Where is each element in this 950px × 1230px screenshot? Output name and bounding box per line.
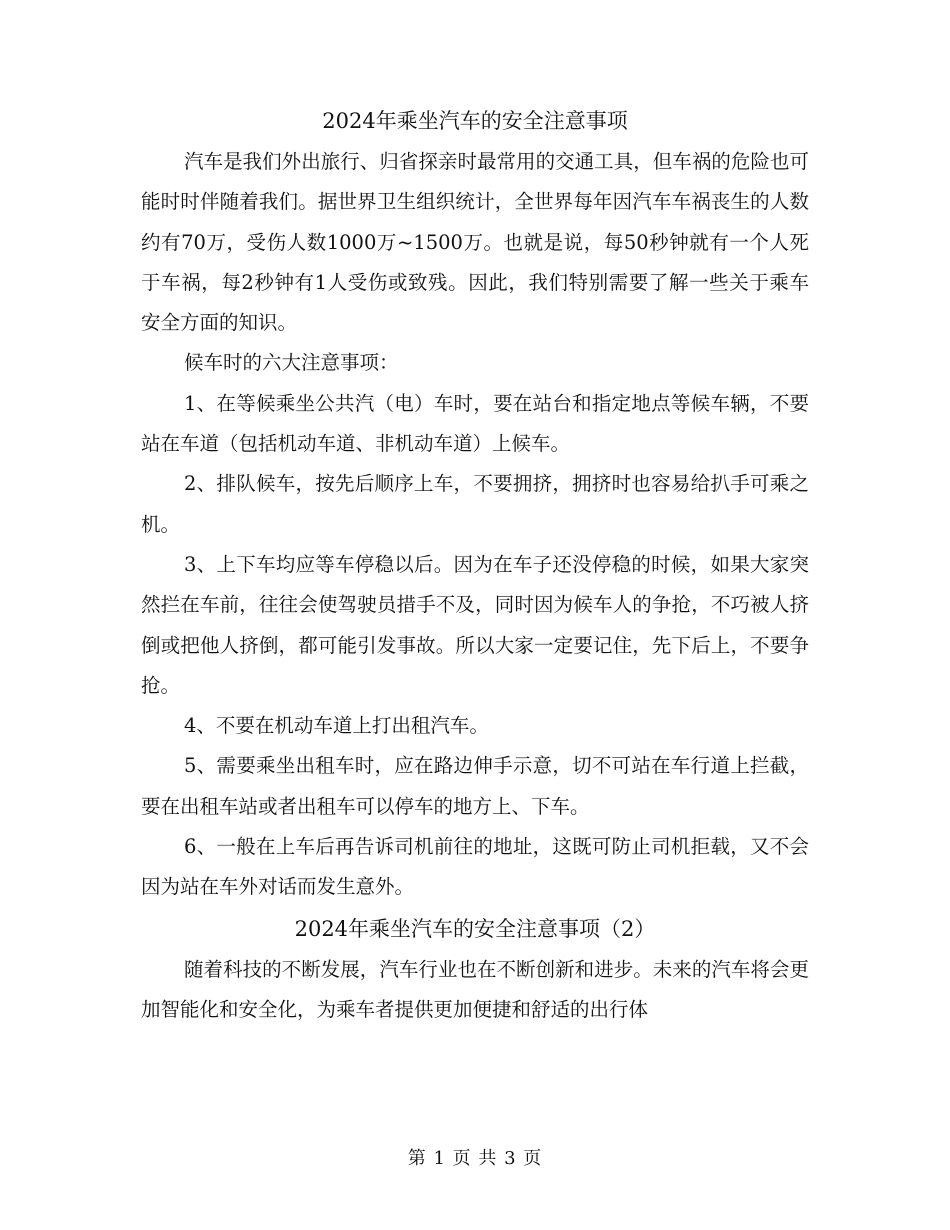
tip-2: 2、排队候车，按先后顺序上车，不要拥挤，拥挤时也容易给扒手可乘之机。	[141, 472, 809, 536]
tip-3: 3、上下车均应等车停稳以后。因为在车子还没停稳的时候，如果大家突然拦在车前，往往会使驾驶员措手不及，同时因为候车人的争抢，不巧被人挤倒或把他人挤倒，都可能引发事故。所以大家一定要记住，先下后上，不要争抢。	[141, 552, 809, 697]
page-footer: 第 1 页 共 3 页	[407, 1148, 543, 1169]
waiting-heading: 候车时的六大注意事项：	[184, 351, 399, 375]
section-2-title: 2024年乘坐汽车的安全注意事项（2）	[294, 916, 656, 941]
tip-1: 1、在等候乘坐公共汽（电）车时，要在站台和指定地点等候车辆，不要站在车道（包括机动车道、非机动车道）上候车。	[141, 391, 809, 456]
tip-4: 4、不要在机动车道上打出租汽车。	[184, 714, 489, 738]
document-body	[141, 100, 809, 1030]
tip-5: 5、需要乘坐出租车时，应在路边伸手示意，切不可站在车行道上拦截，要在出租车站或者出租车可以停车的地方上、下车。	[141, 754, 809, 818]
document-title: 2024年乘坐汽车的安全注意事项	[322, 109, 628, 133]
intro-paragraph: 汽车是我们外出旅行、归省探亲时最常用的交通工具，但车祸的危险也可能时时伴随着我们。据世界卫生组织统计，全世界每年因汽车车祸丧生的人数约有70万，受伤人数1000万~1500万。也就是说，每50秒钟就有一个人死于车祸，每2秒钟有1人受伤或致残。因此，我们特别需要了解一些关于乘车安全方面的知识。	[141, 150, 809, 335]
tip-6: 6、一般在上车后再告诉司机前往的地址，这既可防止司机拒载，又不会因为站在车外对话而发生意外。	[141, 835, 809, 899]
section-2-paragraph: 随着科技的不断发展，汽车行业也在不断创新和进步。未来的汽车将会更加智能化和安全化，为乘车者提供更加便捷和舒适的出行体	[141, 957, 809, 1021]
